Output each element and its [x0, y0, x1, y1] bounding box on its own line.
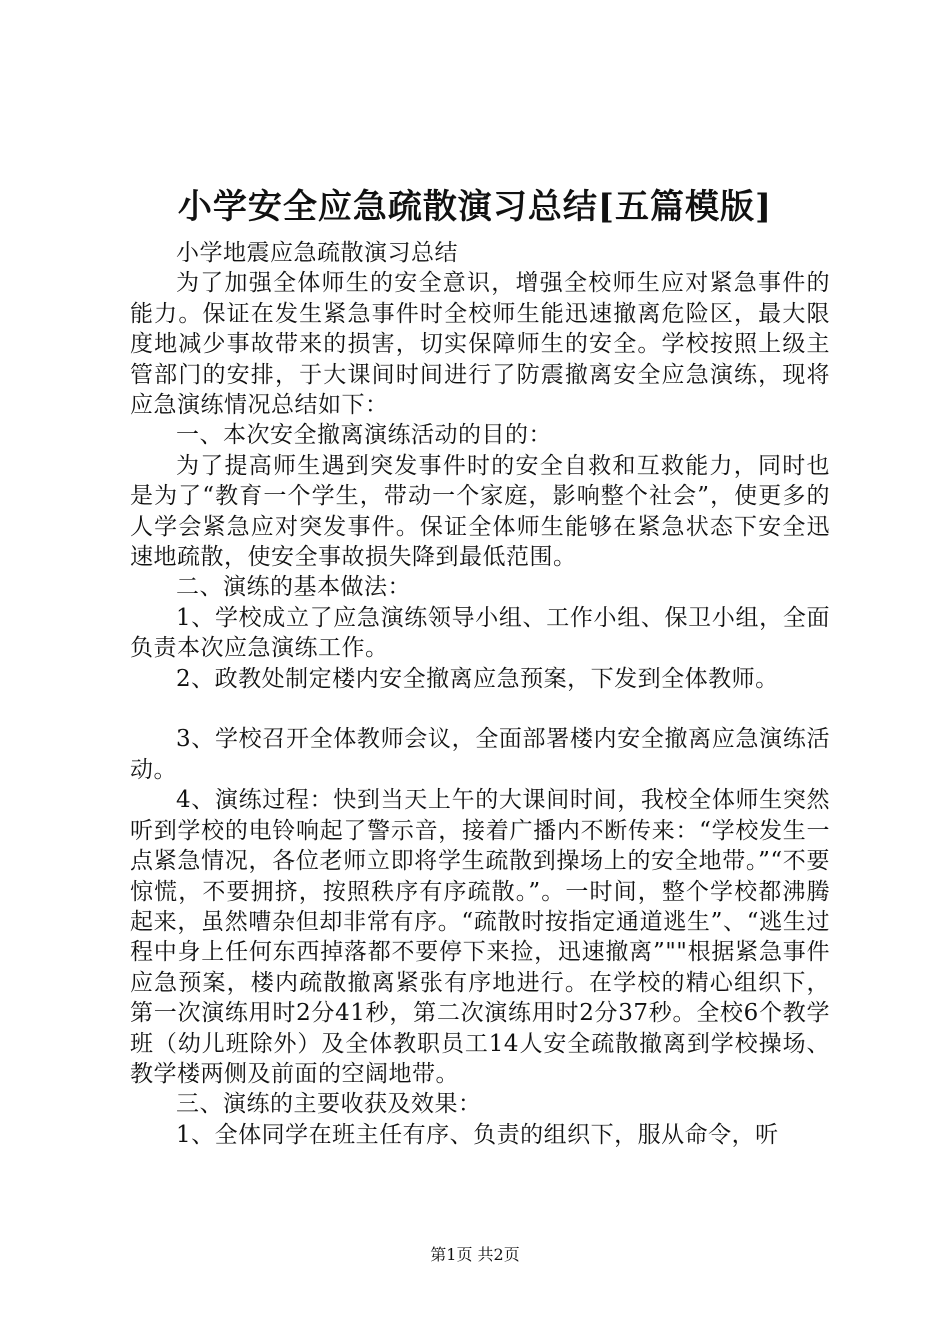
intro-paragraph: 为了加强全体师生的安全意识，增强全校师生应对紧急事件的能力。保证在发生紧急事件时全校师生能迅速撤离危险区，最大限度地减少事故带来的损害，切实保障师生的安全。学校按照上级主管部门的安排，于大课间时间进行了防震撤离安全应急演练，现将应急演练情况总结如下： — [130, 270, 830, 419]
method-item-2: 2、政教处制定楼内安全撤离应急预案，下发到全体教师。 — [176, 665, 779, 692]
blank-line — [130, 694, 830, 724]
method-item-3: 3、学校召开全体教师会议，全面部署楼内安全撤离应急演练活动。 — [130, 726, 830, 783]
page-footer: 第1页 共2页 — [430, 1245, 520, 1264]
purpose-paragraph: 为了提高师生遇到突发事件时的安全自救和互救能力，同时也是为了“教育一个学生，带动一个家庭，影响整个社会”，使更多的人学会紧急应对突发事件。保证全体师生能够在紧急状态下安全迅速地疏散，使安全事故损失降到最低范围。 — [130, 452, 830, 571]
method-item-4: 4、演练过程：快到当天上午的大课间时间，我校全体师生突然听到学校的电铃响起了警示音，接着广播内不断传来：“学校发生一点紧急情况，各位老师立即将学生疏散到操场上的安全地带。”“不要惊慌，不要拥挤，按照秩序有序疏散。”。一时间，整个学校都沸腾起来，虽然嘈杂但却非常有序。“疏散时按指定通道逃生”、“逃生过程中身上任何东西掉落都不要停下来捡，迅速撤离”""根据紧急事件应急预案，楼内疏散撤离紧张有序地进行。在学校的精心组织下，第一次演练用时2分41秒，第二次演练用时2分37秒。全校6个教学班（幼儿班除外）及全体教职员工14人安全疏散撤离到学校操场、教学楼两侧及前面的空阔地带。 — [130, 787, 830, 1087]
subtitle-paragraph: 小学地震应急疏散演习总结 — [176, 240, 458, 266]
section-heading-results: 三、演练的主要收获及效果： — [176, 1091, 482, 1118]
section-heading-methods: 二、演练的基本做法： — [176, 574, 411, 601]
method-item-1: 1、学校成立了应急演练领导小组、工作小组、保卫小组，全面负责本次应急演练工作。 — [130, 604, 830, 662]
document-title: 小学安全应急疏散演习总结[五篇模版] — [177, 187, 773, 227]
document-body — [130, 238, 830, 1150]
section-heading-purpose: 一、本次安全撤离演练活动的目的： — [176, 422, 552, 449]
result-item-1: 1、全体同学在班主任有序、负责的组织下，服从命令，听 — [176, 1121, 779, 1148]
